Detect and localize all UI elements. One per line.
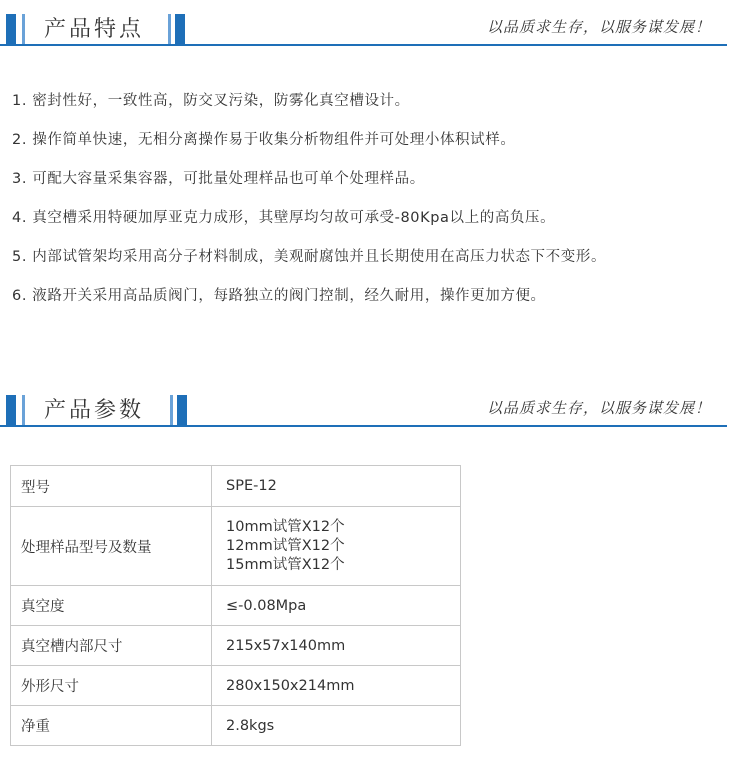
param-value-line: 10mm试管X12个 xyxy=(226,518,345,535)
param-value: 215x57x140mm xyxy=(212,626,461,666)
param-value: 2.8kgs xyxy=(212,706,461,746)
param-key: 真空度 xyxy=(11,586,212,626)
param-key: 净重 xyxy=(11,706,212,746)
section-header-features xyxy=(0,0,735,56)
param-value-line: 15mm试管X12个 xyxy=(226,556,345,573)
slogan: 以品质求生存，以服务谋发展！ xyxy=(486,18,711,36)
param-key: 型号 xyxy=(11,466,212,507)
table-row xyxy=(11,586,461,626)
param-key: 处理样品型号及数量 xyxy=(11,507,212,586)
feature-item: 2. 操作简单快速，无相分离操作易于收集分析物组件并可处理小体积试样。 xyxy=(12,132,516,148)
table-row xyxy=(11,507,461,586)
param-value: SPE-12 xyxy=(212,466,461,507)
header-right-bars xyxy=(170,395,194,426)
feature-list xyxy=(12,84,606,318)
table-row xyxy=(11,466,461,507)
header-left-bars xyxy=(6,395,30,426)
feature-item: 6. 液路开关采用高品质阀门，每路独立的阀门控制，经久耐用，操作更加方便。 xyxy=(12,288,546,304)
section-header-params xyxy=(0,381,735,437)
feature-item: 4. 真空槽采用特硬加厚亚克力成形，其壁厚均匀故可承受-80Kpa以上的高负压。 xyxy=(12,210,556,226)
section-title: 产品参数 xyxy=(44,398,145,423)
header-underline xyxy=(0,425,727,427)
header-left-bars xyxy=(6,14,30,45)
params-table xyxy=(10,465,461,746)
param-value xyxy=(212,507,461,586)
table-row xyxy=(11,666,461,706)
header-underline xyxy=(0,44,727,46)
param-value: 280x150x214mm xyxy=(212,666,461,706)
param-key: 真空槽内部尺寸 xyxy=(11,626,212,666)
table-row xyxy=(11,706,461,746)
param-value: ≤-0.08Mpa xyxy=(212,586,461,626)
feature-item: 5. 内部试管架均采用高分子材料制成，美观耐腐蚀并且长期使用在高压力状态下不变形。 xyxy=(12,249,607,265)
param-key: 外形尺寸 xyxy=(11,666,212,706)
section-title: 产品特点 xyxy=(44,17,145,42)
header-right-bars xyxy=(168,14,192,45)
slogan: 以品质求生存，以服务谋发展！ xyxy=(486,399,711,417)
feature-item: 3. 可配大容量采集容器，可批量处理样品也可单个处理样品。 xyxy=(12,171,425,187)
feature-item: 1. 密封性好，一致性高，防交叉污染，防雾化真空槽设计。 xyxy=(12,93,410,109)
param-value-line: 12mm试管X12个 xyxy=(226,537,345,554)
table-row xyxy=(11,626,461,666)
